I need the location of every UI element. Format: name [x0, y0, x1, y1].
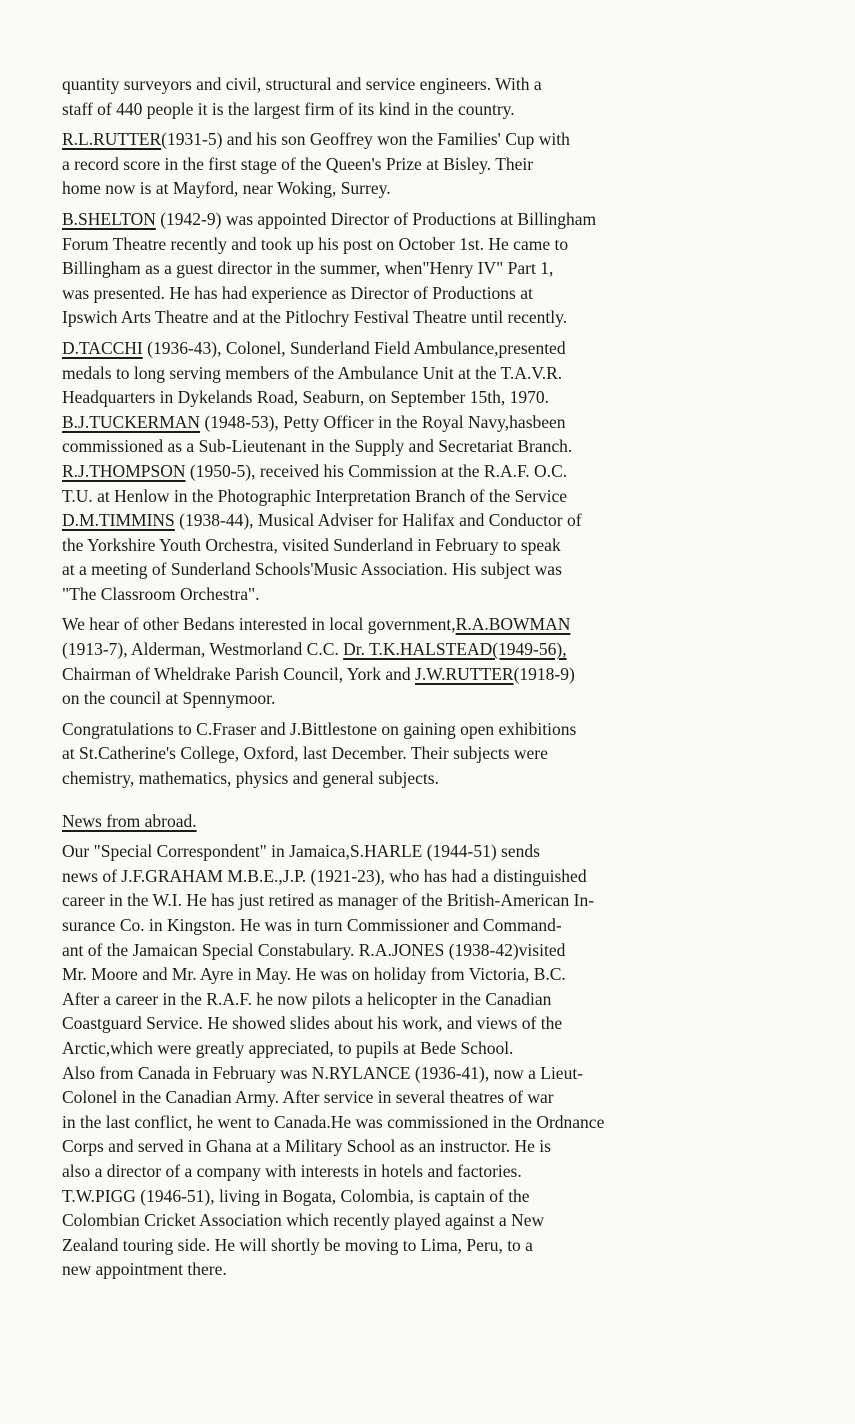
text-line — [62, 717, 807, 742]
text-segment: Corps and served in Ghana at a Military School as an instructor. He is — [62, 1136, 551, 1157]
text-line — [62, 1184, 807, 1209]
text-segment: T.W.PIGG (1946-51), living in Bogata, Colombia, is captain of the — [62, 1185, 530, 1206]
text-line — [62, 305, 807, 330]
text-segment: Chairman of Wheldrake Parish Council, York and — [62, 663, 416, 684]
text-line — [62, 1110, 807, 1135]
text-segment: Headquarters in Dykelands Road, Seaburn, on September 15th, 1970. — [62, 387, 549, 408]
underlined-name: J.W.RUTTER — [415, 663, 514, 684]
text-line — [62, 938, 807, 963]
underlined-name: B.J.TUCKERMAN — [62, 411, 201, 432]
paragraph — [62, 127, 807, 201]
text-segment: Mr. Moore and Mr. Ayre in May. He was on holiday from Victoria, B.C. — [62, 964, 566, 985]
text-line — [62, 612, 807, 637]
text-segment: medals to long serving members of the Ambulance Unit at the T.A.V.R. — [62, 362, 563, 383]
underlined-name: D.M.TIMMINS — [62, 510, 175, 531]
text-segment: Colombian Cricket Association which recently played against a New — [62, 1210, 545, 1231]
text-segment: home now is at Mayford, near Woking, Surrey. — [62, 178, 391, 199]
text-segment: (1948-53), Petty Officer in the Royal Navy,hasbeen — [200, 411, 566, 432]
text-segment: career in the W.I. He has just retired as manager of the British-American In- — [62, 890, 595, 911]
text-line — [62, 809, 807, 834]
text-segment: surance Co. in Kingston. He was in turn Commissioner and Command- — [62, 915, 562, 935]
text-line — [62, 176, 807, 201]
text-line — [62, 152, 807, 177]
text-line — [62, 508, 807, 533]
text-line — [62, 1085, 807, 1110]
text-line — [62, 385, 807, 410]
text-segment: (1913-7), Alderman, Westmorland C.C. — [62, 639, 344, 660]
underlined-name: B.SHELTON — [62, 208, 156, 229]
text-segment: T.U. at Henlow in the Photographic Interpretation Branch of the Service — [62, 485, 568, 506]
text-segment: Billingham as a guest director in the summer, when"Henry IV" Part 1, — [62, 258, 554, 279]
text-segment: in the last conflict, he went to Canada.He was commissioned in the Ordnance — [62, 1111, 605, 1132]
text-segment: the Yorkshire Youth Orchestra, visited Sunderland in February to speak — [62, 534, 561, 555]
text-segment: (1918-9) — [513, 663, 575, 684]
text-line — [62, 582, 807, 607]
text-line — [62, 256, 807, 281]
paragraph-gap — [62, 791, 807, 797]
text-line — [62, 987, 807, 1012]
text-line — [62, 557, 807, 582]
text-segment: Zealand touring side. He will shortly be moving to Lima, Peru, to a — [62, 1234, 533, 1255]
text-line — [62, 97, 807, 122]
text-segment: (1950-5), received his Commission at the R.A.F. O.C. — [185, 460, 568, 481]
text-line — [62, 1036, 807, 1061]
paragraph — [62, 207, 807, 330]
underlined-name: Dr. T.K.HALSTEAD(1949-56), — [343, 639, 567, 660]
text-line — [62, 1233, 807, 1258]
text-line — [62, 662, 807, 687]
underlined-name: R.L.RUTTER — [62, 129, 162, 150]
text-line — [62, 533, 807, 558]
text-line — [62, 839, 807, 864]
text-line — [62, 637, 807, 662]
section-heading — [62, 809, 807, 834]
text-segment: a record score in the first stage of the Queen's Prize at Bisley. Their — [62, 153, 534, 174]
paragraph — [62, 612, 807, 710]
text-segment: Coastguard Service. He showed slides about his work, and views of the — [62, 1013, 563, 1034]
text-segment: Also from Canada in February was N.RYLANCE (1936-41), now a Lieut- — [62, 1062, 584, 1083]
text-line — [62, 281, 807, 306]
text-segment: Colonel in the Canadian Army. After service in several theatres of war — [62, 1087, 554, 1108]
text-segment: new appointment there. — [62, 1259, 227, 1280]
text-segment: After a career in the R.A.F. he now pilots a helicopter in the Canadian — [62, 988, 552, 1009]
text-segment: on the council at Spennymoor. — [62, 688, 276, 709]
text-line — [62, 361, 807, 386]
text-segment: "The Classroom Orchestra". — [62, 583, 260, 604]
text-line — [62, 1257, 807, 1282]
text-segment: at a meeting of Sunderland Schools'Music Association. His subject was — [62, 559, 562, 580]
document-page — [62, 72, 807, 1282]
paragraph — [62, 336, 807, 607]
underlined-name: R.J.THOMPSON — [62, 460, 186, 481]
text-line — [62, 232, 807, 257]
paragraph — [62, 717, 807, 791]
text-segment: at St.Catherine's College, Oxford, last December. Their subjects were — [62, 743, 548, 764]
text-segment: Congratulations to C.Fraser and J.Bittlestone on gaining open exhibitions — [62, 718, 577, 739]
text-segment: commissioned as a Sub-Lieutenant in the Supply and Secretariat Branch. — [62, 436, 573, 457]
text-segment: Forum Theatre recently and took up his post on October 1st. He came to — [62, 233, 569, 254]
text-line — [62, 72, 807, 97]
underlined-name: D.TACCHI — [62, 337, 143, 358]
underlined-name: R.A.BOWMAN — [455, 614, 571, 635]
text-segment: quantity surveyors and civil, structural and service engineers. With a — [62, 74, 542, 94]
text-segment: Ipswich Arts Theatre and at the Pitlochry Festival Theatre until recently. — [62, 307, 568, 328]
text-line — [62, 1061, 807, 1086]
text-line — [62, 962, 807, 987]
text-segment: (1938-44), Musical Adviser for Halifax and Conductor of — [174, 510, 582, 531]
document-body — [62, 72, 807, 1282]
text-segment: (1942-9) was appointed Director of Productions at Billingham — [155, 208, 597, 229]
text-line — [62, 484, 807, 509]
text-line — [62, 459, 807, 484]
text-segment: staff of 440 people it is the largest firm of its kind in the country. — [62, 98, 515, 119]
text-segment: was presented. He has had experience as Director of Productions at — [62, 282, 533, 303]
text-line — [62, 1208, 807, 1233]
text-segment: Our "Special Correspondent" in Jamaica,S.HARLE (1944-51) sends — [62, 841, 540, 862]
text-line — [62, 1134, 807, 1159]
text-segment: (1936-43), Colonel, Sunderland Field Ambulance,presented — [142, 337, 566, 358]
text-line — [62, 1011, 807, 1036]
text-line — [62, 766, 807, 791]
underlined-name: News from abroad. — [62, 810, 197, 831]
text-line — [62, 336, 807, 361]
text-line — [62, 410, 807, 435]
text-segment: ant of the Jamaican Special Constabulary. R.A.JONES (1938-42)visited — [62, 939, 566, 960]
text-line — [62, 434, 807, 459]
text-segment: chemistry, mathematics, physics and general subjects. — [62, 768, 439, 789]
paragraph — [62, 839, 807, 1282]
text-segment: (1931-5) and his son Geoffrey won the Families' Cup with — [161, 129, 570, 150]
text-line — [62, 913, 807, 938]
text-line — [62, 127, 807, 152]
text-line — [62, 888, 807, 913]
paragraph — [62, 72, 807, 121]
text-segment: We hear of other Bedans interested in local government, — [62, 614, 456, 635]
text-segment: news of J.F.GRAHAM M.B.E.,J.P. (1921-23), who has had a distinguished — [62, 865, 587, 886]
text-line — [62, 741, 807, 766]
text-line — [62, 864, 807, 889]
text-segment: Arctic,which were greatly appreciated, to pupils at Bede School. — [62, 1037, 514, 1058]
text-segment: also a director of a company with interests in hotels and factories. — [62, 1160, 522, 1181]
text-line — [62, 686, 807, 711]
text-line — [62, 1159, 807, 1184]
text-line — [62, 207, 807, 232]
